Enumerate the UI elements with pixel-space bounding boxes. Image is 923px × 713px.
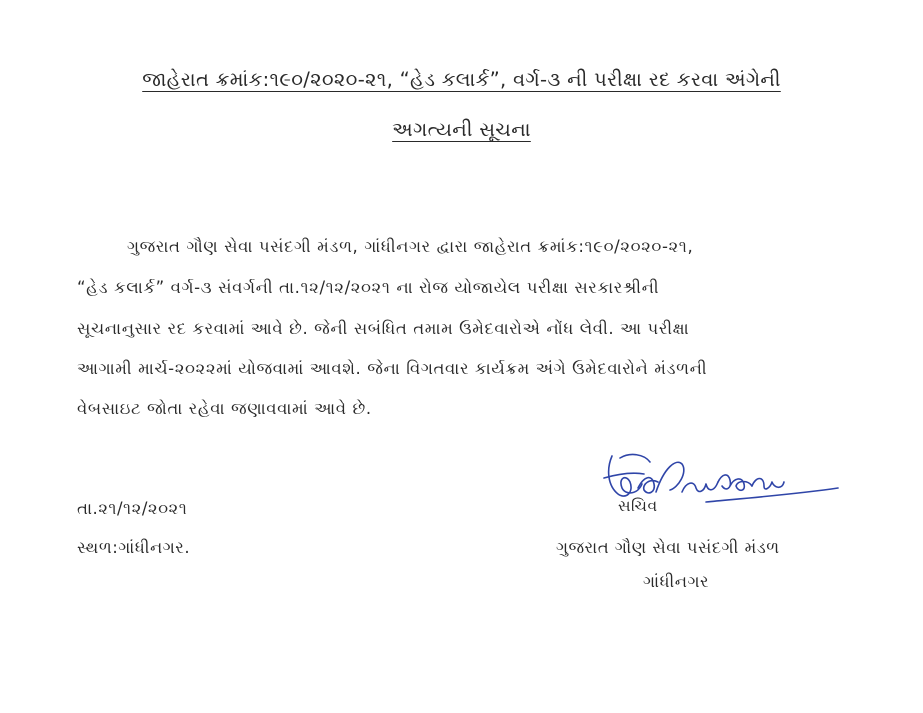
- body-paragraph-line: “હેડ કલાર્ક” વર્ગ-૩ સંવર્ગની તા.૧૨/૧૨/૨૦૨૧ ના રોજ યોજાયેલ પરીક્ષા સરકારશ્રીની: [77, 278, 660, 297]
- body-paragraph-line: આગામી માર્ચ-૨૦૨૨માં યોજવામાં આવશે. જેના વિગતવાર કાર્યક્રમ અંગે ઉમેદવારોને મંડળની: [77, 359, 708, 378]
- notice-title-line-2: અગત્યની સૂચના: [392, 118, 531, 141]
- notice-title: [0, 68, 923, 91]
- signatory-title: સચિવ: [618, 497, 658, 515]
- issue-date: તા.૨૧/૧૨/૨૦૨૧: [77, 499, 188, 518]
- body-paragraph-line: ગુજરાત ગૌણ સેવા પસંદગી મંડળ, ગાંધીનગર દ્વારા જાહેરાત ક્રમાંક:૧૯૦/૨૦૨૦-૨૧,: [127, 237, 694, 256]
- signatory-city: ગાંધીનગર: [643, 572, 710, 591]
- signatory-organization: ગુજરાત ગૌણ સેવા પસંદગી મંડળ: [556, 538, 780, 557]
- issue-place: સ્થળ:ગાંધીનગર.: [77, 538, 191, 557]
- notice-subtitle: [0, 118, 923, 141]
- body-paragraph-line: વેબસાઇટ જોતા રહેવા જણાવવામાં આવે છે.: [77, 399, 372, 418]
- body-paragraph-line: સૂચનાનુસાર રદ કરવામાં આવે છે. જેની સબંધિત તમામ ઉમેદવારોએ નોંધ લેવી. આ પરીક્ષા: [77, 319, 690, 338]
- notice-title-line-1: જાહેરાત ક્રમાંક:૧૯૦/૨૦૨૦-૨૧, “હેડ કલાર્ક”, વર્ગ-૩ ની પરીક્ષા રદ કરવા અંગેની: [142, 68, 781, 91]
